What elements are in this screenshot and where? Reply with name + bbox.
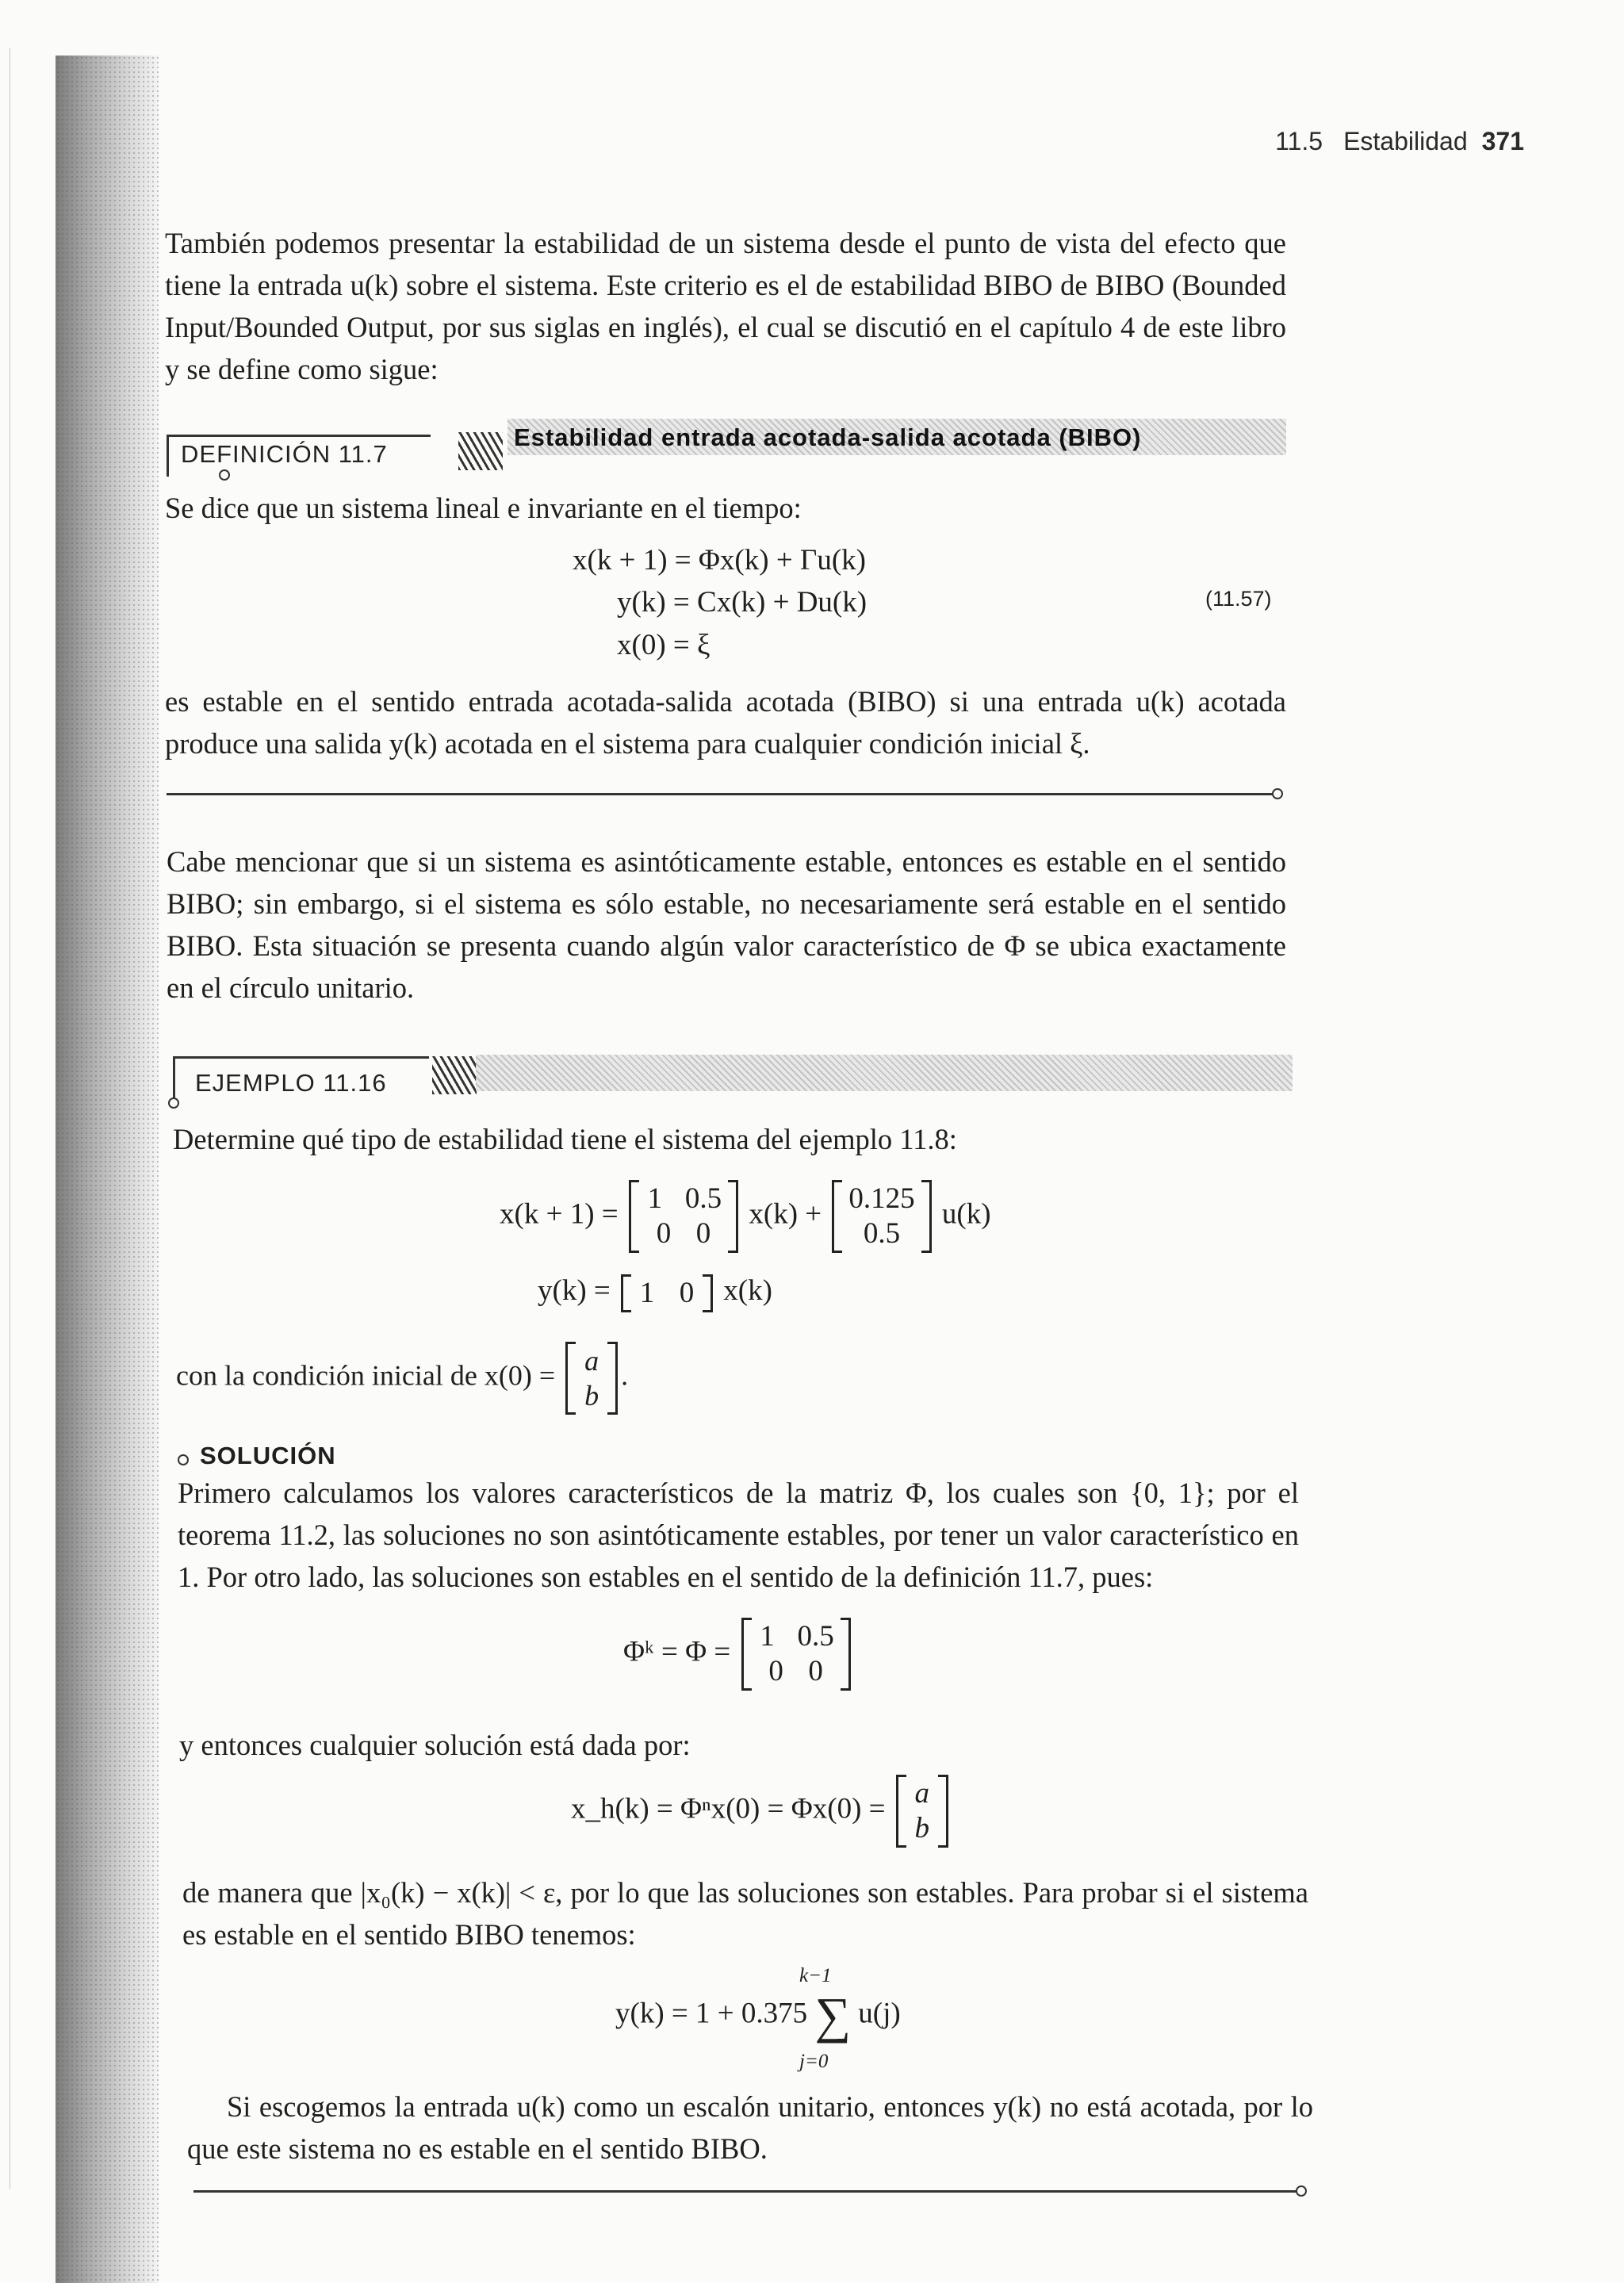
solution-paragraph-3: de manera que |x₀(k) − x(k)| < ε, por lo que las soluciones son estables. Para probar si el sistema es estable en el sentido BIBO tenemos: <box>182 1876 1308 1951</box>
output-eq-tail: x(k) <box>723 1274 772 1307</box>
intro-paragraph: También podemos presentar la estabilidad de un sistema desde el punto de vista del efecto que tiene la entrada u(k) sobre el sistema. Este criterio es el de estabilidad BIBO de BIBO (Bounded Input/Bounded Output, por sus siglas en inglés), el cual se discutió en el capítulo 4 de este libro y se define como sigue: <box>165 227 1286 385</box>
bibo-output-lhs: y(k) = 1 + 0.375 <box>615 1997 808 2030</box>
example-marker-circle <box>168 1097 179 1109</box>
matrix-a-cell: 0 <box>656 1217 672 1250</box>
summation-symbol: ∑ <box>814 1987 852 2044</box>
output-equation <box>538 1274 772 1312</box>
homogeneous-solution-equation <box>571 1775 952 1848</box>
header-section: 11.5 <box>1275 127 1323 155</box>
bibo-output-equation <box>615 1987 901 2044</box>
matrix-phi <box>741 1618 851 1691</box>
phi-k-lhs: Φᵏ = Φ = <box>623 1635 731 1668</box>
matrix-b-cell: 0.125 <box>848 1182 915 1215</box>
matrix-b <box>832 1180 931 1253</box>
definition-lead: Se dice que un sistema lineal e invariante en el tiempo: <box>165 492 802 524</box>
solution-paragraph-4 <box>187 2086 1313 2170</box>
matrix-a <box>629 1180 738 1253</box>
summation-lower-limit: j=0 <box>799 2051 829 2072</box>
state-eq-mid: x(k) + <box>749 1197 822 1231</box>
matrix-c <box>621 1274 713 1312</box>
matrix-a-cell: 0.5 <box>684 1182 722 1215</box>
bracket-right <box>938 1775 948 1848</box>
matrix-xh <box>896 1775 948 1848</box>
matrix-phi-cell: 0 <box>808 1655 823 1687</box>
matrix-c-cell: 0 <box>679 1276 695 1309</box>
bracket-right <box>728 1180 738 1253</box>
bracket-left <box>741 1618 752 1691</box>
phi-k-equation <box>623 1618 854 1691</box>
definition-hatch <box>458 432 503 470</box>
matrix-ic-cell: a <box>584 1345 599 1377</box>
definition-label: DEFINICIÓN 11.7 <box>181 440 388 468</box>
bracket-left <box>565 1342 576 1415</box>
initial-condition-text: con la condición inicial de x(0) = <box>176 1359 556 1392</box>
matrix-phi-cell: 0.5 <box>797 1620 834 1653</box>
example-end-circle <box>1296 2185 1307 2197</box>
homogeneous-lhs: x_h(k) = Φⁿx(0) = Φx(0) = <box>571 1792 886 1825</box>
bracket-right <box>841 1618 851 1691</box>
solution-heading: SOLUCIÓN <box>200 1442 336 1469</box>
solution-paragraph-2: y entonces cualquier solución está dada por: <box>179 1729 691 1761</box>
summation-argument: u(j) <box>858 1997 901 2030</box>
matrix-c-cell: 1 <box>639 1276 655 1309</box>
matrix-a-cell: 1 <box>647 1182 663 1215</box>
summation-upper-limit: k−1 <box>799 1965 832 1986</box>
solution-paragraph-1: Primero calculamos los valores característicos de la matriz Φ, los cuales son {0, 1}; por el teorema 11.2, las soluciones no son asintóticamente estables, por tener un valor característico en 1. Por otro lado, las soluciones son estables en el sentido de la definición 11.7, pues: <box>178 1477 1299 1593</box>
matrix-b-cell: 0.5 <box>863 1217 901 1250</box>
example-hatch <box>432 1056 477 1094</box>
page-number: 371 <box>1481 127 1524 155</box>
running-header <box>1275 127 1524 156</box>
bracket-left <box>832 1180 842 1253</box>
definition-closing: es estable en el sentido entrada acotada-salida acotada (BIBO) si una entrada u(k) acotada produce una salida y(k) acotada en el sistema para cualquier condición inicial ξ. <box>165 685 1286 760</box>
solution-marker-circle <box>178 1454 189 1465</box>
equation-number: (11.57) <box>1205 587 1272 611</box>
book-spine-texture <box>56 56 159 2283</box>
matrix-xh-cell: a <box>914 1777 930 1810</box>
bracket-right <box>921 1180 932 1253</box>
output-eq-lhs: y(k) = <box>538 1274 611 1307</box>
matrix-ic <box>565 1342 618 1415</box>
example-prompt: Determine qué tipo de estabilidad tiene el sistema del ejemplo 11.8: <box>173 1123 957 1155</box>
definition-end-circle <box>1272 788 1283 799</box>
definition-title: Estabilidad entrada acotada-salida acotada (BIBO) <box>514 423 1142 451</box>
definition-equation-3: x(0) = ξ <box>617 629 710 661</box>
bracket-left <box>621 1274 631 1312</box>
definition-end-rule <box>167 793 1274 795</box>
remark-paragraph: Cabe mencionar que si un sistema es asintóticamente estable, entonces es estable en el sentido BIBO; sin embargo, si el sistema es sólo estable, no necesariamente será estable en el sentido BIBO. Esta situación se presenta cuando algún valor característico de Φ se ubica exactamente en el círculo unitario. <box>167 845 1286 1004</box>
definition-equation-2: y(k) = Cx(k) + Du(k) <box>617 586 868 619</box>
bracket-left <box>896 1775 906 1848</box>
solution-paragraph-4-text: Si escogemos la entrada u(k) como un escalón unitario, entonces y(k) no está acotada, por lo que este sistema no es estable en el sentido BIBO. <box>187 2090 1313 2165</box>
example-band <box>476 1055 1293 1091</box>
definition-marker-circle <box>219 469 230 481</box>
bracket-right <box>703 1274 713 1312</box>
state-eq-tail: u(k) <box>941 1197 991 1231</box>
example-label: EJEMPLO 11.16 <box>195 1069 387 1097</box>
initial-condition: con la condición inicial de x(0) = a b . <box>176 1342 628 1415</box>
matrix-ic-cell: b <box>584 1380 599 1412</box>
example-end-rule <box>193 2190 1297 2193</box>
bracket-right <box>607 1342 618 1415</box>
bracket-left <box>629 1180 639 1253</box>
matrix-phi-cell: 0 <box>768 1655 783 1687</box>
matrix-phi-cell: 1 <box>760 1620 775 1653</box>
header-title: Estabilidad <box>1343 127 1468 155</box>
matrix-xh-cell: b <box>914 1812 930 1844</box>
definition-equation-1: x(k + 1) = Φx(k) + Γu(k) <box>573 544 866 576</box>
matrix-a-cell: 0 <box>695 1217 711 1250</box>
state-equation <box>500 1180 991 1253</box>
state-eq-lhs: x(k + 1) = <box>500 1197 619 1231</box>
